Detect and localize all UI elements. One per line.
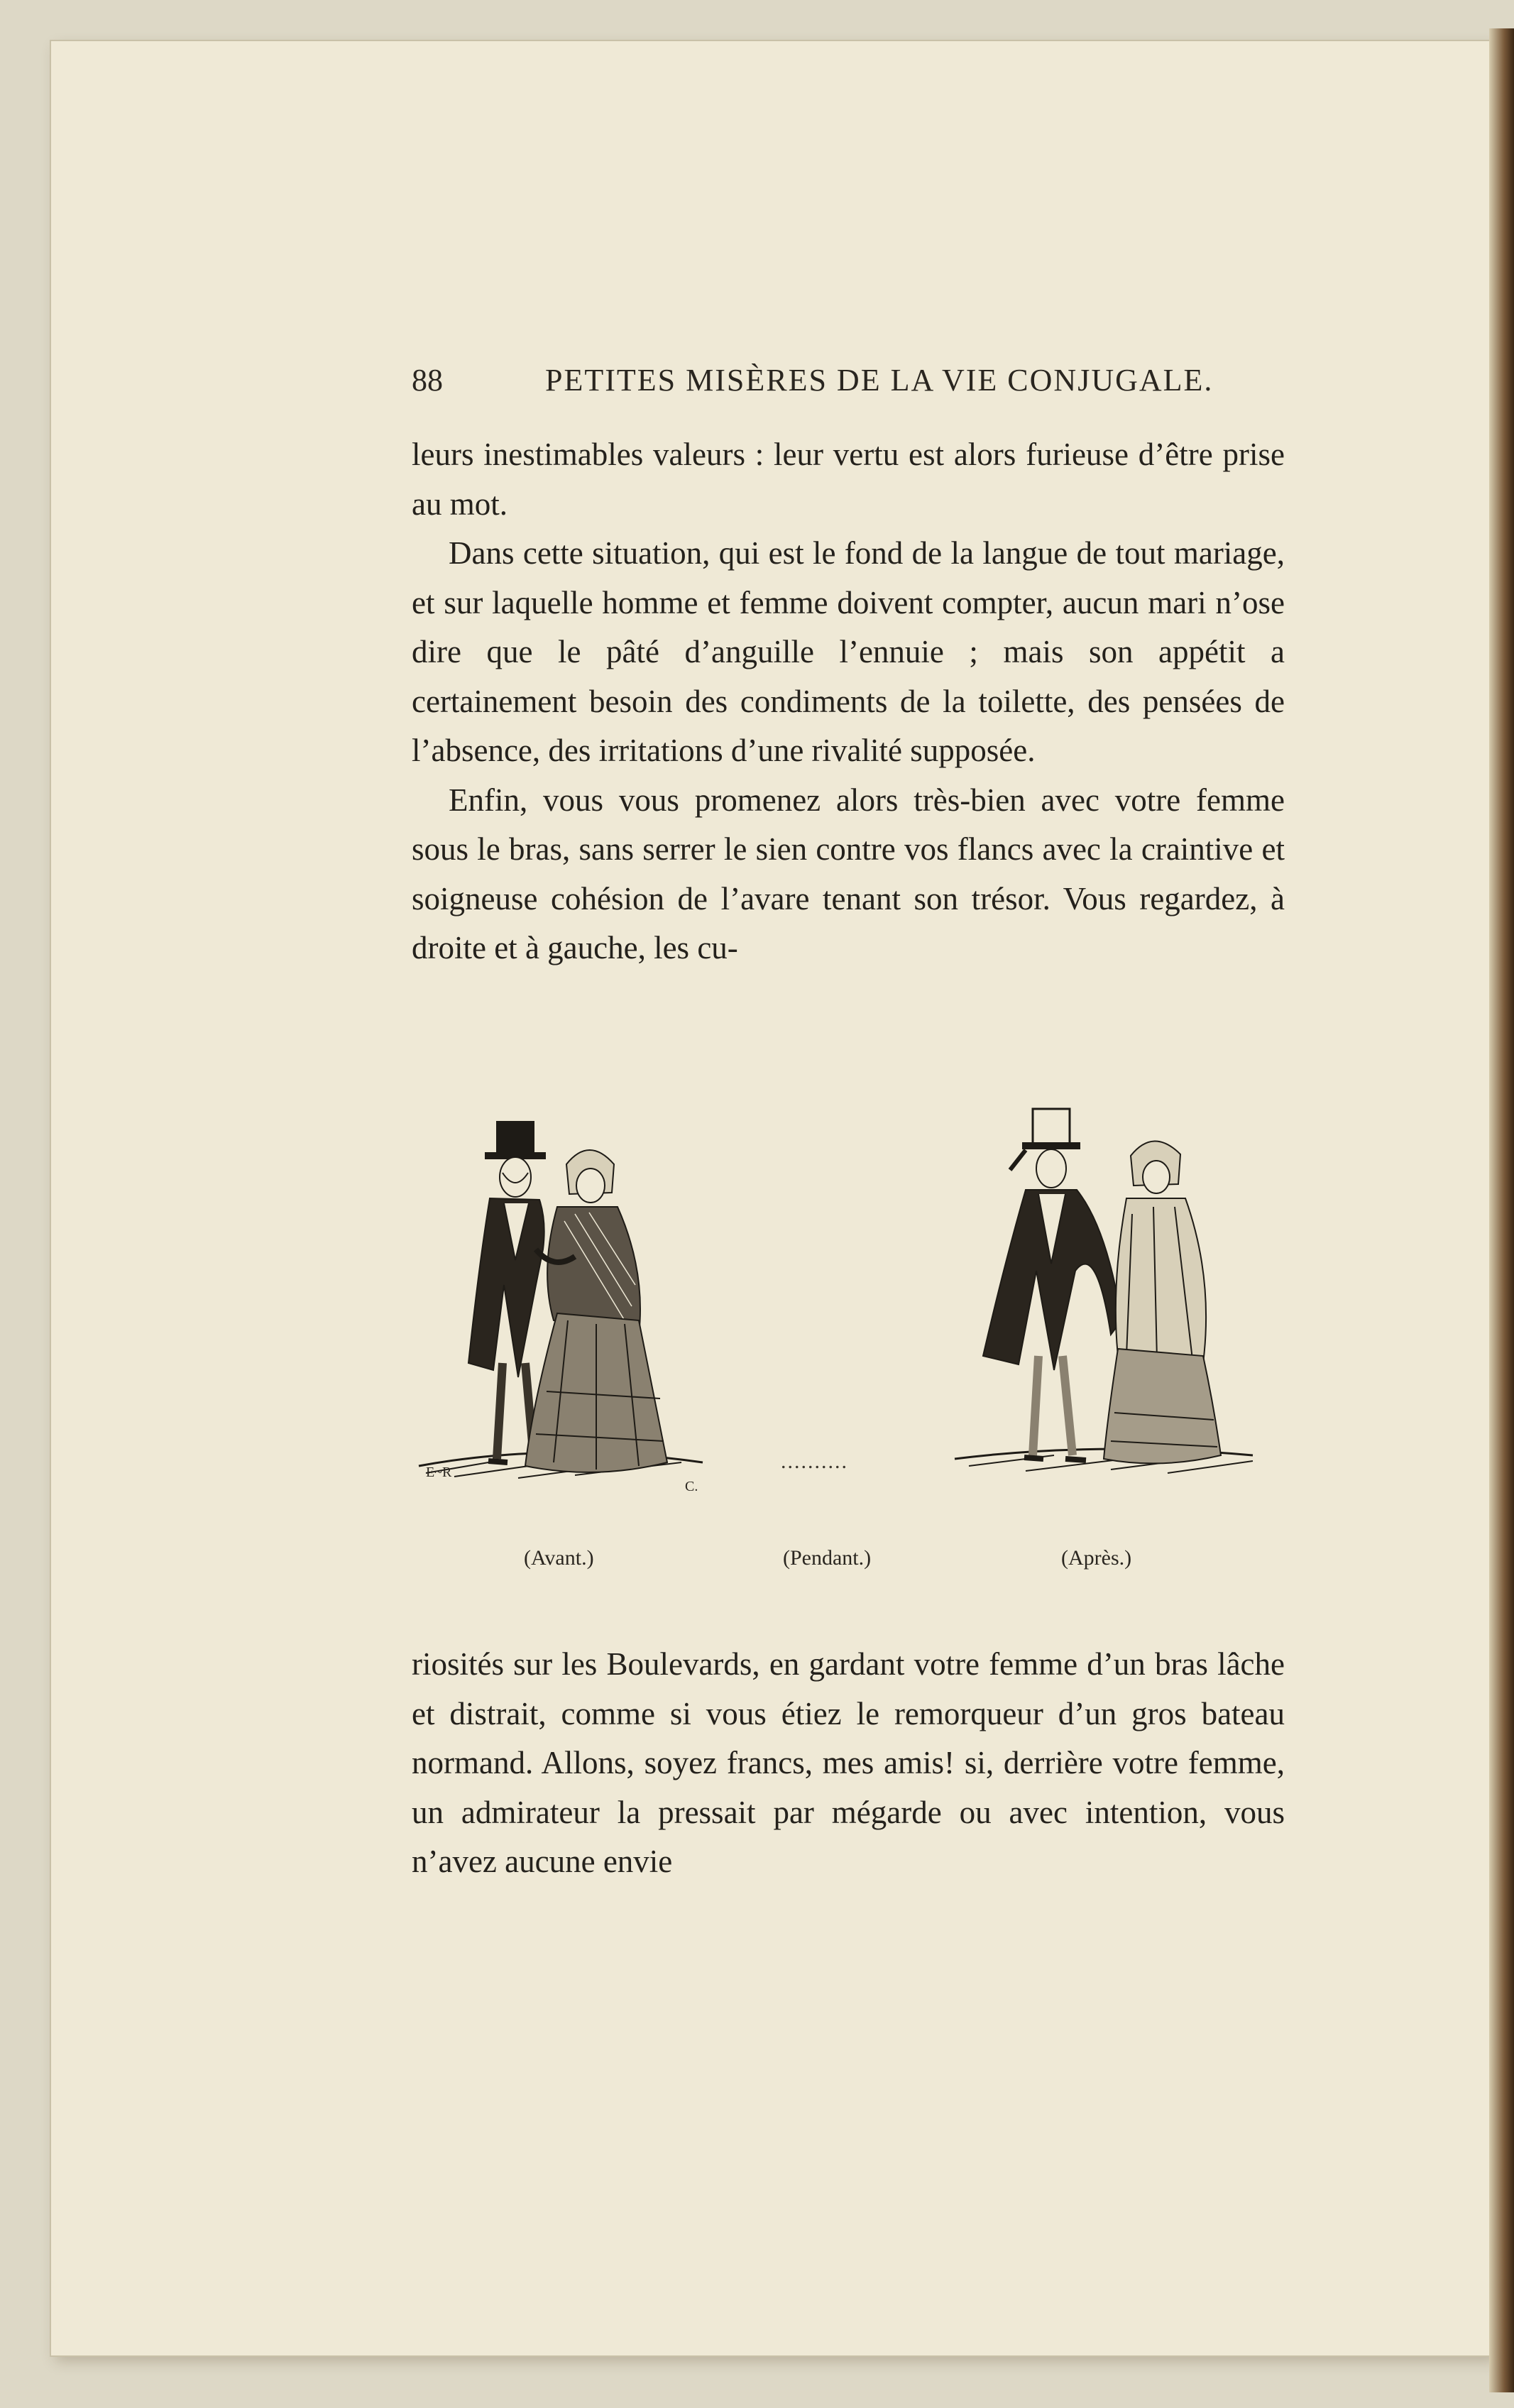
page-number: 88 — [412, 363, 443, 398]
dotted-separator: .......... — [781, 1450, 848, 1473]
engraver-signature: C. — [685, 1479, 698, 1494]
paragraph: Enfin, vous vous promenez alors très-bien avec votre femme sous le bras, sans serrer le sien contre vos flancs avec la craintive et soigneuse cohésion de l’avare tenant son trésor. Vous regardez, à droite et à gauche, les cu- — [412, 782, 1285, 965]
text-block-top — [412, 430, 1285, 973]
running-head — [412, 362, 1292, 405]
book-spine-edge — [1489, 28, 1514, 2392]
caption-avant: (Avant.) — [524, 1546, 594, 1570]
paragraph: Dans cette situation, qui est le fond de la langue de tout mariage, et sur laquelle homme et femme doivent compter, aucun mari n’ose dire que le pâté d’anguille l’ennuie ; mais son appétit a certainement besoin des condiments de la toilette, des pensées de l’absence, des irritations d’une rivalité supposée. — [412, 535, 1285, 768]
engraver-mark: E~R — [426, 1465, 452, 1480]
caption-apres: (Après.) — [1061, 1546, 1132, 1570]
engraving-avant — [412, 1107, 710, 1505]
text-block-bottom — [412, 1640, 1285, 1887]
paragraph: riosités sur les Boulevards, en gardant votre femme d’un bras lâche et distrait, comme si vous étiez le remorqueur d’un gros bateau normand. Allons, soyez francs, mes amis! si, derrière votre femme, un admirateur la pressait par mégarde ou avec intention, vous n’avez aucune envie — [412, 1646, 1285, 1879]
caption-pendant: (Pendant.) — [783, 1546, 872, 1570]
running-title: PETITES MISÈRES DE LA VIE CONJUGALE. — [545, 363, 1214, 398]
paragraph: leurs inestimables valeurs : leur vertu est alors furieuse d’être prise au mot. — [412, 437, 1285, 522]
engraving-apres — [940, 1100, 1260, 1505]
